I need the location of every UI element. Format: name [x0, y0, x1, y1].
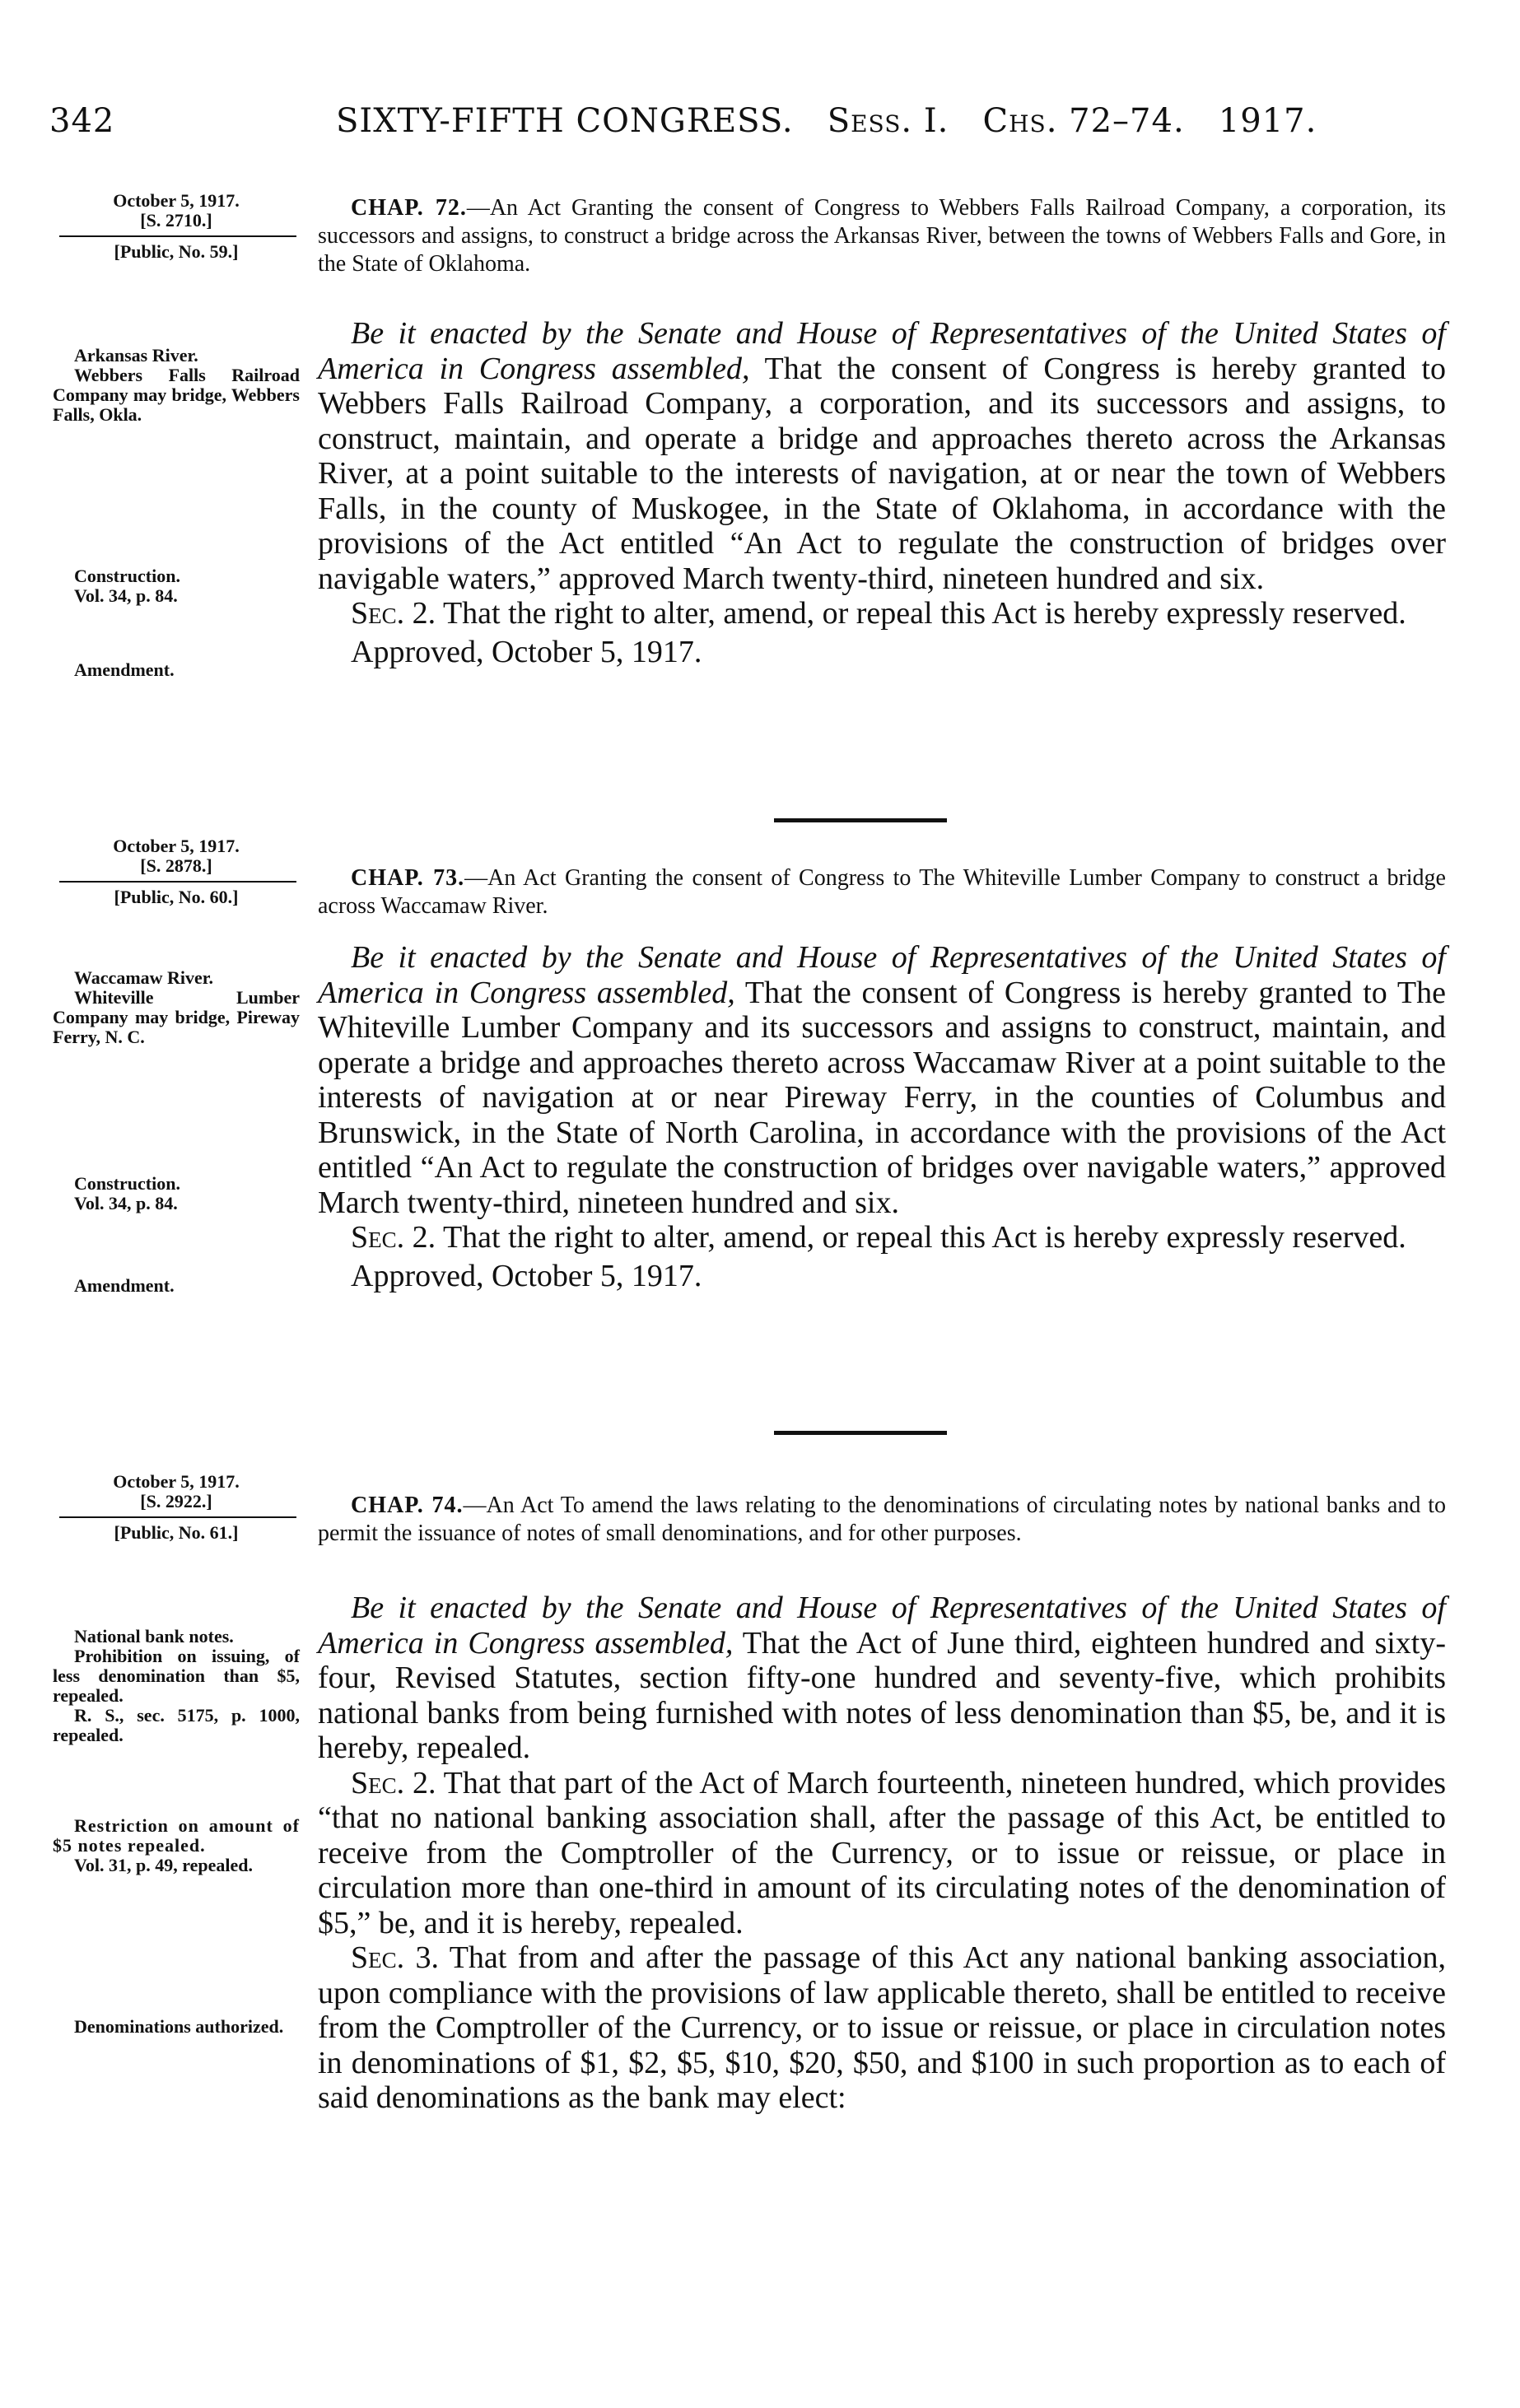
chap73-margin-notes [53, 968, 300, 1047]
sec3-label: Sec. 3. [351, 1940, 440, 1975]
chap73-title-text: —An Act Granting the consent of Congress to The Whiteville Lumber Company to construct a bridge across Waccamaw River. [318, 865, 1446, 919]
chap74-margin-denominations [53, 2017, 300, 2037]
chap74-margin-notes [53, 1627, 300, 1745]
margin-rule [59, 1516, 296, 1518]
margin-note: Waccamaw River. [74, 967, 214, 988]
margin-note: Amendment. [74, 1275, 175, 1296]
sec2-label: Sec. 2. [351, 596, 436, 631]
chapter-separator [774, 1431, 947, 1435]
margin-note: Webbers Falls Railroad Company may bridge, Webbers Falls, Okla. [53, 365, 300, 425]
margin-rule [59, 881, 296, 883]
enacting-clause: Be it enacted by the Senate and House of Representatives of the United States of America in Congress assembled, [318, 316, 1446, 386]
chap72-bill-number: [S. 2710.] [140, 210, 212, 231]
sec2-label: Sec. 2. [351, 1220, 436, 1255]
margin-note: R. S., sec. 5175, p. 1000, repealed. [53, 1705, 300, 1745]
chap73-approved: Approved, October 5, 1917. [351, 1258, 702, 1293]
chapters-label: Chs. 72–74. [982, 102, 1185, 140]
chapter-separator [774, 818, 947, 822]
running-title: SIXTY-FIFTH CONGRESS. [336, 102, 794, 140]
margin-note: Whiteville Lumber Company may bridge, Pireway Ferry, N. C. [53, 987, 300, 1047]
chap73-sec2: That the right to alter, amend, or repeal this Act is hereby expressly reserved. [436, 1220, 1406, 1255]
chap72-title [318, 194, 1446, 278]
enacting-clause: Be it enacted by the Senate and House of Representatives of the United States of America in Congress assembled, [318, 1591, 1446, 1660]
chap72-public-law: [Public, No. 59.] [114, 241, 239, 262]
margin-note: Construction. [74, 1173, 180, 1194]
margin-note: Denominations authorized. [74, 2016, 284, 2037]
margin-note: Construction. [74, 566, 180, 586]
chap72-margin-notes [53, 346, 300, 425]
margin-note: Vol. 31, p. 49, repealed. [74, 1855, 253, 1875]
chap74-public-law: [Public, No. 61.] [114, 1522, 239, 1543]
margin-note: Arkansas River. [74, 345, 198, 366]
chap74-sec3: That from and after the passage of this Act any national banking association, upon compliance with the provisions of law applicable thereto, shall be entitled to receive from the Comptroller of the Currency, or to issue or reissue, or place in circulation notes in denominations of $1, $2, $5, $10, $20, $50, and $100 in such proportion as to each of said denominations as the bank may elect: [318, 1940, 1447, 2115]
session-label: Sess. I. [827, 102, 949, 140]
chap73-public-law: [Public, No. 60.] [114, 887, 239, 907]
chap74-label: CHAP. 74. [351, 1493, 464, 1518]
chap73-body [318, 940, 1446, 1293]
chap72-margin-header [53, 191, 300, 262]
margin-note: Amendment. [74, 659, 175, 680]
chap72-title-text: —An Act Granting the consent of Congress to Webbers Falls Railroad Company, a corporation, its successors and assigns, to construct a bridge across the Arkansas River, between the towns of Webbers Falls and Gore, in the State of Oklahoma. [318, 195, 1446, 277]
margin-note: Restriction on amount of $5 notes repealed. [53, 1815, 300, 1856]
chap74-sec1: That the Act of June third, eighteen hundred and sixty-four, Revised Statutes, section fifty-one hundred and seventy-five, which prohibits national banks from being furnished with notes of less denomination than $5, be, and it is hereby, repealed. [318, 1625, 1447, 1765]
margin-note: Vol. 34, p. 84. [74, 1193, 178, 1213]
chap73-bill-number: [S. 2878.] [140, 855, 212, 876]
page-number: 342 [49, 102, 115, 140]
chap74-sec2: That that part of the Act of March fourteenth, nineteen hundred, which provides “that no national banking association shall, after the passage of this Act, be entitled to receive from the Comptroller of the Currency, or to issue or reissue, or place in circulation more than one-third in amount of its circulating notes of the denomination of $5,” be, and it is hereby, repealed. [318, 1765, 1446, 1940]
chap73-title [318, 864, 1446, 920]
chap74-body [318, 1591, 1446, 2116]
chap73-label: CHAP. 73. [351, 865, 465, 891]
chap74-title [318, 1492, 1446, 1548]
chap73-date: October 5, 1917. [113, 836, 240, 856]
margin-note: National bank notes. [74, 1626, 234, 1646]
margin-note: Prohibition on issuing, of less denomination than $5, repealed. [53, 1646, 300, 1706]
chap72-margin-amendment [53, 660, 321, 680]
year-label: 1917. [1218, 102, 1317, 140]
chap72-date: October 5, 1917. [113, 190, 240, 211]
chap73-sec1: That the consent of Congress is hereby granted to The Whiteville Lumber Company and its successors and assigns to construct, maintain, and operate a bridge and approaches thereto across Waccamaw River at a point suitable to the interests of navigation at or near Pireway Ferry, in the counties of Columbus and Brunswick, in the State of North Carolina, in accordance with the provisions of the Act entitled “An Act to regulate the construction of bridges over navigable waters,” approved March twenty-third, nineteen hundred and six. [318, 975, 1446, 1220]
chap73-margin-amendment [53, 1276, 321, 1296]
chap72-sec2: That the right to alter, amend, or repeal this Act is hereby expressly reserved. [436, 596, 1406, 631]
chap73-margin-header [53, 836, 300, 907]
enacting-clause: Be it enacted by the Senate and House of Representatives of the United States of America in Congress assembled, [318, 940, 1446, 1010]
chap74-date: October 5, 1917. [113, 1471, 240, 1492]
margin-rule [59, 235, 296, 237]
chap72-label: CHAP. 72. [351, 195, 467, 221]
margin-note: Vol. 34, p. 84. [74, 585, 178, 606]
chap74-margin-restriction [53, 1816, 300, 1875]
chap72-margin-construction [53, 566, 321, 606]
chap74-margin-header [53, 1472, 300, 1543]
chap72-sec1: That the consent of Congress is hereby granted to Webbers Falls Railroad Company, a corporation, and its successors and assigns, to construct, maintain, and operate a bridge and approaches thereto across the Arkansas River, at a point suitable to the interests of navigation, at or near the town of Webbers Falls, in the county of Muskogee, in the State of Oklahoma, in accordance with the provisions of the Act entitled “An Act to regulate the construction of bridges over navigable waters,” approved March twenty-third, nineteen hundred and six. [318, 351, 1446, 596]
sec2-label: Sec. 2. [351, 1765, 436, 1800]
chap73-margin-construction [53, 1174, 321, 1213]
chap74-title-text: —An Act To amend the laws relating to the denominations of circulating notes by national banks and to permit the issuance of notes of small denominations, and for other purposes. [318, 1493, 1446, 1546]
chap72-approved: Approved, October 5, 1917. [351, 634, 702, 669]
chap72-body [318, 316, 1446, 669]
running-header [336, 102, 1317, 140]
chap74-bill-number: [S. 2922.] [140, 1491, 212, 1511]
